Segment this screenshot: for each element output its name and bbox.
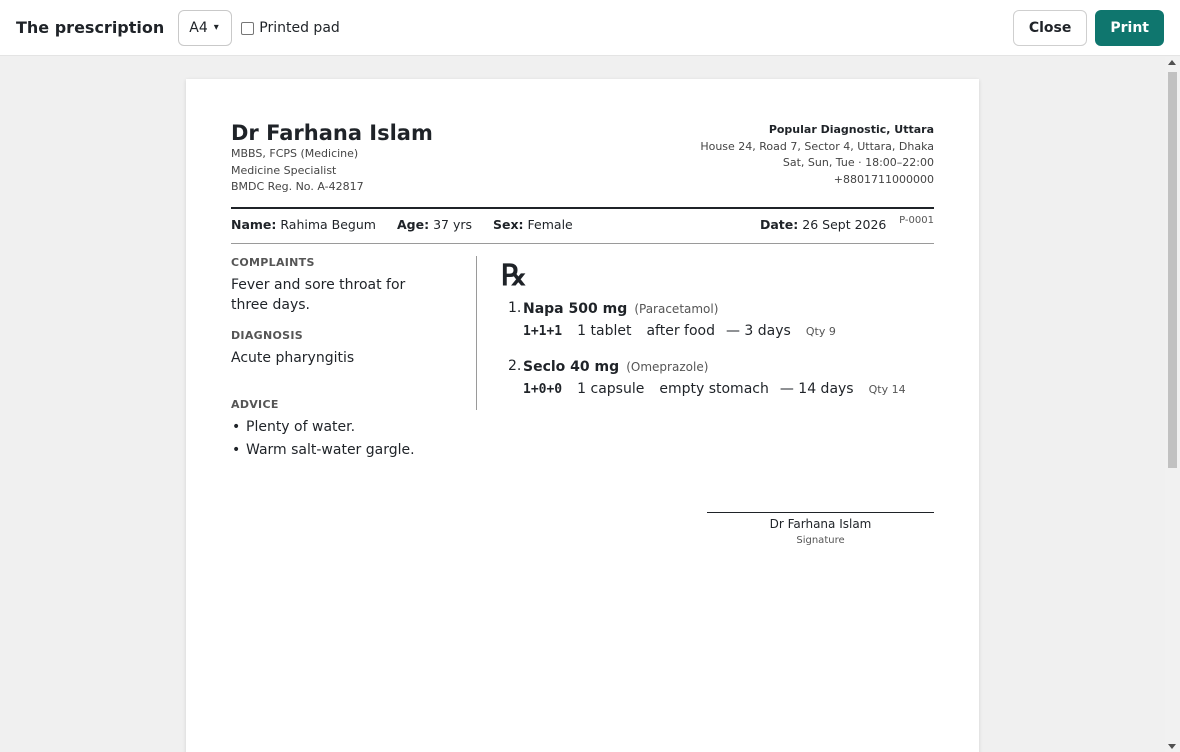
patient-info-row [231,210,934,244]
medication-item [508,356,928,400]
clinic-hours: Sat, Sun, Tue · 18:00–22:00 [782,156,934,169]
patient-age-label: Age: [397,217,430,232]
patient-name-label: Name: [231,217,277,232]
signature-name: Dr Farhana Islam [769,517,872,531]
doctor-specialty: Medicine Specialist [231,163,337,177]
dialog-title: The prescription [16,18,165,37]
doctor-name: Dr Farhana Islam [231,121,433,145]
preview-scrollbar[interactable] [1165,57,1180,752]
date-value: 26 Sept 2026 [802,217,887,232]
advice-item: • Plenty of water. [231,416,477,439]
medication-list [508,298,928,414]
diagnosis-text: Acute pharyngitis [231,350,355,366]
rx-icon: ℞ [501,258,527,292]
chevron-down-icon: ▾ [213,22,219,33]
patient-sex-label: Sex: [493,217,524,232]
medication-brand: Napa 500 mg [523,301,628,317]
advice-list [231,416,477,462]
complaints-text: Fever and sore throat for three days. [231,277,406,313]
medication-generic: (Paracetamol) [634,302,719,316]
clinic-name: Popular Diagnostic, Uttara [768,123,934,136]
medication-dose: 1+0+0 [523,382,563,397]
printed-pad-label: Printed pad [259,19,340,36]
medication-duration: — 14 days [779,381,854,397]
clinic-block [700,122,934,188]
patient-name [231,217,376,232]
medication-generic: (Omeprazole) [626,360,709,374]
medication-timing: after food [646,323,715,339]
patient-age [397,217,472,232]
signature-block [707,512,934,549]
date-label: Date: [760,217,799,232]
patient-name-value: Rahima Begum [280,217,376,232]
toolbar [0,0,1180,56]
diagnosis-label: DIAGNOSIS [231,329,303,342]
patient-sex-value: Female [527,217,573,232]
complaints-section [231,256,477,315]
medication-quantity: Qty 14 [868,383,906,396]
patient-age-value: 37 yrs [433,217,473,232]
paper-size-value: A4 [189,19,208,36]
paper-size-select[interactable] [178,10,232,46]
signature-label: Signature [796,535,845,546]
print-button[interactable]: Print [1095,10,1164,46]
scrollbar-thumb[interactable] [1168,72,1177,468]
advice-label: ADVICE [231,398,279,411]
medication-timing: empty stomach [659,381,769,397]
prescription-sheet [186,79,979,752]
prescription-id: P-0001 [899,215,934,226]
medication-brand: Seclo 40 mg [523,359,620,375]
clinical-notes [231,256,477,462]
medication-quantity: Qty 9 [805,325,836,338]
diagnosis-section [231,329,477,368]
clinic-phone: +8801711000000 [833,172,934,186]
advice-section [231,398,477,462]
scroll-down-arrow-icon[interactable] [1168,744,1176,749]
medication-item [508,298,928,342]
prescription-header [231,120,934,209]
medication-unit: 1 capsule [577,381,645,397]
scroll-up-arrow-icon[interactable] [1168,60,1176,65]
doctor-degrees: MBBS, FCPS (Medicine) [231,147,359,160]
printed-pad-checkbox[interactable] [241,22,254,35]
doctor-registration: BMDC Reg. No. A-42817 [231,180,364,193]
prescription-date [760,217,886,232]
complaints-label: COMPLAINTS [231,256,315,269]
medication-dose: 1+1+1 [523,324,563,339]
medication-number: 2. [508,358,522,374]
printed-pad-toggle[interactable] [241,20,340,36]
medication-column [476,256,934,410]
patient-sex [493,217,573,232]
close-button[interactable]: Close [1013,10,1088,46]
clinic-address: House 24, Road 7, Sector 4, Uttara, Dhaka [700,139,934,153]
advice-item: • Warm salt-water gargle. [231,439,477,462]
medication-unit: 1 tablet [577,323,632,339]
medication-number: 1. [508,300,522,316]
medication-duration: — 3 days [725,323,791,339]
